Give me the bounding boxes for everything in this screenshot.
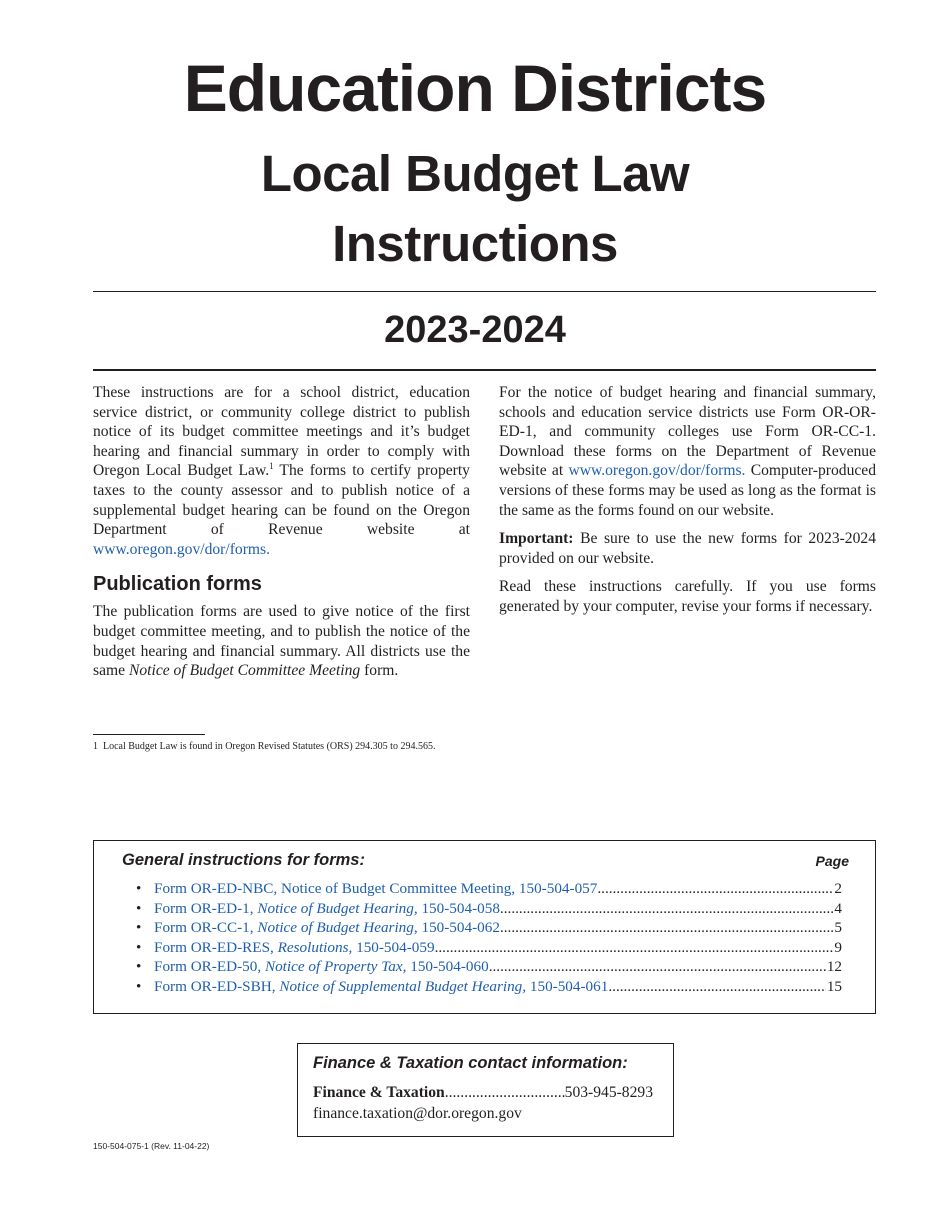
- form-number: 150-504-075-1 (Rev. 11-04-22): [93, 1141, 210, 1151]
- general-instructions-heading: General instructions for forms:: [122, 851, 365, 869]
- contact-email[interactable]: finance.taxation@dor.oregon.gov: [313, 1105, 522, 1122]
- form-title: Notice of Budget Hearing,: [257, 899, 418, 917]
- form-number: 150-504-060: [406, 958, 489, 976]
- bullet-icon: •: [136, 938, 142, 956]
- page-number: 9: [834, 938, 842, 956]
- form-number: 150-504-061: [526, 977, 609, 995]
- form-name: Form OR-CC-1,: [154, 919, 258, 937]
- leader-dots: [597, 879, 833, 899]
- forms-list: [136, 879, 842, 997]
- contact-phone-row: [313, 1084, 653, 1102]
- page-number: 5: [834, 919, 842, 937]
- contact-phone[interactable]: 503-945-8293: [564, 1084, 653, 1101]
- contact-name: Finance & Taxation: [313, 1084, 445, 1101]
- form-name: Form OR-ED-RES,: [154, 938, 278, 956]
- form-name: Form OR-ED-NBC, Notice of Budget Committee Meeting,: [154, 880, 519, 897]
- form-link[interactable]: [154, 918, 500, 938]
- form-list-item[interactable]: [136, 957, 842, 977]
- page-number: 12: [826, 958, 842, 976]
- form-link[interactable]: [154, 879, 597, 899]
- footnote-number: 1: [93, 741, 98, 752]
- form-number: 150-504-062: [417, 919, 500, 937]
- bullet-icon: •: [136, 880, 142, 897]
- publication-forms-heading: Publication forms: [93, 573, 262, 596]
- bullet-icon: •: [136, 919, 142, 937]
- document-subtitle-line2: Instructions: [332, 215, 618, 272]
- forms-website-link-2[interactable]: www.oregon.gov/dor/forms.: [568, 462, 746, 480]
- leader-dots: [445, 1084, 565, 1102]
- form-number: 150-504-057: [518, 880, 598, 897]
- form-name: Form OR-ED-1,: [154, 899, 258, 917]
- forms-website-link[interactable]: www.oregon.gov/dor/forms.: [93, 540, 270, 558]
- document-subtitle-line1: Local Budget Law: [260, 145, 690, 202]
- form-list-item[interactable]: [136, 899, 842, 919]
- footnote-reference[interactable]: 1: [269, 461, 274, 472]
- leader-dots: [435, 938, 834, 958]
- form-link[interactable]: [154, 899, 500, 919]
- form-link[interactable]: [154, 938, 435, 958]
- form-list-item[interactable]: [136, 879, 842, 899]
- intro-paragraph: These instructions are for a school district, education service district, or community college district to publish notice of its budget committee meetings and it’s budget hearing and financial summary in order to comply with Oregon Local Budget Law.$^1$ The forms to certify property taxes to the county assessor and to publish notice of a supplemental budget hearing can be found on the Oregon Department of Revenue website at www.oregon.gov/dor/forms.: [93, 384, 470, 558]
- leader-dots: [500, 918, 833, 938]
- leader-dots: [608, 977, 825, 997]
- form-link[interactable]: [154, 977, 608, 997]
- form-title: Notice of Property Tax,: [264, 958, 407, 976]
- contact-heading: Finance & Taxation contact information:: [313, 1054, 628, 1072]
- page-number: 15: [826, 977, 842, 995]
- leader-dots: [500, 899, 833, 919]
- bullet-icon: •: [136, 958, 142, 976]
- page-number: 4: [834, 899, 842, 917]
- left-column: [93, 383, 470, 690]
- right-column: [499, 383, 876, 626]
- title-divider-bottom: [93, 369, 876, 371]
- read-carefully-paragraph: Read these instructions carefully. If you use forms generated by your computer, revise your forms if necessary.: [499, 578, 876, 615]
- page-number: 2: [834, 880, 842, 897]
- form-link[interactable]: [154, 957, 489, 977]
- form-name: Form OR-ED-50,: [154, 958, 265, 976]
- form-list-item[interactable]: [136, 918, 842, 938]
- form-list-item[interactable]: [136, 938, 842, 958]
- form-title: Notice of Supplemental Budget Hearing,: [279, 977, 527, 995]
- footnote: [93, 741, 435, 753]
- document-title: Education Districts: [183, 51, 767, 125]
- title-divider-top: [93, 291, 876, 292]
- form-name: Form OR-ED-SBH,: [154, 977, 280, 995]
- page-column-label: Page: [815, 853, 849, 869]
- form-title: Notice of Budget Hearing,: [257, 919, 418, 937]
- footnote-divider: [93, 734, 205, 735]
- important-paragraph: Important: Be sure to use the new forms for 2023-2024 provided on our website.: [499, 530, 876, 567]
- general-instructions-box: [93, 840, 876, 1014]
- document-year: 2023-2024: [384, 309, 566, 351]
- footnote-text: Local Budget Law is found in Oregon Revised Statutes (ORS) 294.305 to 294.565.: [103, 741, 436, 752]
- form-number: 150-504-059: [352, 938, 435, 956]
- bullet-icon: •: [136, 977, 142, 995]
- leader-dots: [489, 957, 826, 977]
- form-title: Resolutions,: [277, 938, 353, 956]
- contact-info-box: [297, 1043, 674, 1137]
- notice-paragraph: For the notice of budget hearing and financial summary, schools and education service districts use Form OR-OR-ED-1, and community colleges use Form OR-CC-1. Download these forms on the Department of Revenue website at www.oregon.gov/dor/forms. Computer-produced versions of these forms may be used as long as the format is the same as the forms found on our website.: [499, 384, 876, 519]
- form-list-item[interactable]: [136, 977, 842, 997]
- bullet-icon: •: [136, 899, 142, 917]
- form-number: 150-504-058: [417, 899, 500, 917]
- publication-paragraph: The publication forms are used to give notice of the first budget committee meeting, and to publish the notice of the budget hearing and financial summary. All districts use the same Notice of Budget Committee Meeting form.: [93, 603, 470, 680]
